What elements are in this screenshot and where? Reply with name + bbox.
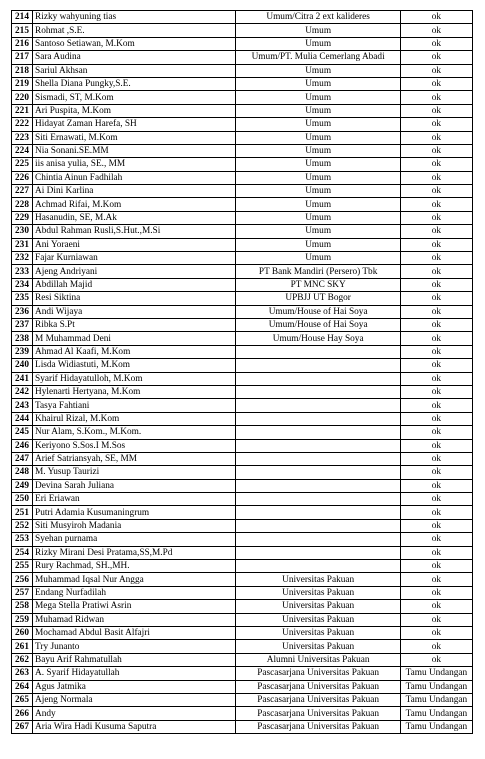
participant-name: Rohmat ,S.E.	[33, 24, 236, 37]
participant-name: Ajeng Andriyani	[33, 265, 236, 278]
row-number: 235	[12, 292, 33, 305]
status: ok	[400, 37, 472, 50]
institution: Umum	[236, 24, 400, 37]
status: ok	[400, 573, 472, 586]
participant-name: Khairul Rizal, M.Kom	[33, 412, 236, 425]
row-number: 219	[12, 77, 33, 90]
row-number: 247	[12, 452, 33, 465]
status: ok	[400, 158, 472, 171]
table-row	[12, 144, 473, 157]
status: ok	[400, 225, 472, 238]
row-number: 218	[12, 64, 33, 77]
institution	[236, 506, 400, 519]
row-number: 262	[12, 653, 33, 666]
status: ok	[400, 372, 472, 385]
institution: Umum	[236, 77, 400, 90]
attendance-list-document	[11, 10, 473, 734]
table-row	[12, 11, 473, 24]
institution: Umum	[236, 238, 400, 251]
table-row	[12, 51, 473, 64]
participant-name: Ari Puspita, M.Kom	[33, 104, 236, 117]
status: ok	[400, 265, 472, 278]
participant-name: Siti Ernawati, M.Kom	[33, 131, 236, 144]
row-number: 255	[12, 560, 33, 573]
participant-name: Aria Wira Hadi Kusuma Saputra	[33, 720, 236, 733]
participant-name: Fajar Kurniawan	[33, 252, 236, 265]
participant-name: Syehan purnama	[33, 533, 236, 546]
participant-name: Lisda Widiastuti, M.Kom	[33, 359, 236, 372]
table-row	[12, 77, 473, 90]
table-row	[12, 198, 473, 211]
status: ok	[400, 252, 472, 265]
table-row	[12, 278, 473, 291]
institution: Umum	[236, 131, 400, 144]
row-number: 223	[12, 131, 33, 144]
table-row	[12, 493, 473, 506]
row-number: 266	[12, 707, 33, 720]
table-row	[12, 372, 473, 385]
table-row	[12, 185, 473, 198]
institution: Umum	[236, 158, 400, 171]
row-number: 225	[12, 158, 33, 171]
status: ok	[400, 198, 472, 211]
participant-name: Ahmad Al Kaafi, M.Kom	[33, 345, 236, 358]
row-number: 251	[12, 506, 33, 519]
participant-name: Ani Yoraeni	[33, 238, 236, 251]
institution: Umum	[236, 225, 400, 238]
row-number: 238	[12, 332, 33, 345]
status: ok	[400, 292, 472, 305]
participant-name: Andy	[33, 707, 236, 720]
row-number: 221	[12, 104, 33, 117]
participant-name: Shella Diana Pungky,S.E.	[33, 77, 236, 90]
row-number: 246	[12, 439, 33, 452]
row-number: 263	[12, 667, 33, 680]
institution: PT Bank Mandiri (Persero) Tbk	[236, 265, 400, 278]
table-row	[12, 332, 473, 345]
institution	[236, 466, 400, 479]
institution: Universitas Pakuan	[236, 640, 400, 653]
table-row	[12, 466, 473, 479]
table-row	[12, 546, 473, 559]
institution: Pascasarjana Universitas Pakuan	[236, 720, 400, 733]
status: ok	[400, 238, 472, 251]
participant-name: Keriyono S.Sos.I M.Sos	[33, 439, 236, 452]
row-number: 214	[12, 11, 33, 24]
row-number: 258	[12, 600, 33, 613]
status: Tamu Undangan	[400, 707, 472, 720]
row-number: 265	[12, 693, 33, 706]
table-row	[12, 345, 473, 358]
status: ok	[400, 426, 472, 439]
table-row	[12, 560, 473, 573]
institution	[236, 546, 400, 559]
table-row	[12, 426, 473, 439]
institution: Universitas Pakuan	[236, 626, 400, 639]
participant-name: Hidayat Zaman Harefa, SH	[33, 118, 236, 131]
participant-name: Tasya Fahtiani	[33, 399, 236, 412]
participant-name: Devina Sarah Juliana	[33, 479, 236, 492]
status: ok	[400, 278, 472, 291]
status: ok	[400, 144, 472, 157]
participant-name: Achmad Rifai, M.Kom	[33, 198, 236, 211]
table-row	[12, 252, 473, 265]
status: ok	[400, 466, 472, 479]
table-row	[12, 158, 473, 171]
institution: Universitas Pakuan	[236, 573, 400, 586]
table-row	[12, 385, 473, 398]
participant-name: Try Junanto	[33, 640, 236, 653]
status: ok	[400, 613, 472, 626]
row-number: 257	[12, 586, 33, 599]
table-row	[12, 104, 473, 117]
table-row	[12, 479, 473, 492]
institution: Universitas Pakuan	[236, 600, 400, 613]
table-row	[12, 613, 473, 626]
status: ok	[400, 131, 472, 144]
status: ok	[400, 318, 472, 331]
status: ok	[400, 118, 472, 131]
attendance-table	[11, 10, 473, 734]
status: ok	[400, 439, 472, 452]
status: Tamu Undangan	[400, 680, 472, 693]
status: ok	[400, 399, 472, 412]
row-number: 228	[12, 198, 33, 211]
status: ok	[400, 519, 472, 532]
status: ok	[400, 359, 472, 372]
status: ok	[400, 586, 472, 599]
status: ok	[400, 91, 472, 104]
status: ok	[400, 452, 472, 465]
row-number: 220	[12, 91, 33, 104]
status: ok	[400, 185, 472, 198]
table-row	[12, 64, 473, 77]
row-number: 231	[12, 238, 33, 251]
participant-name: Muhamad Ridwan	[33, 613, 236, 626]
institution: Umum/House of Hai Soya	[236, 318, 400, 331]
status: ok	[400, 600, 472, 613]
institution: Pascasarjana Universitas Pakuan	[236, 707, 400, 720]
table-row	[12, 640, 473, 653]
table-row	[12, 412, 473, 425]
row-number: 267	[12, 720, 33, 733]
status: ok	[400, 211, 472, 224]
participant-name: Abdul Rahman Rusli,S.Hut.,M.Si	[33, 225, 236, 238]
table-row	[12, 171, 473, 184]
row-number: 254	[12, 546, 33, 559]
status: ok	[400, 77, 472, 90]
participant-name: Hylenarti Hertyana, M.Kom	[33, 385, 236, 398]
participant-name: Bayu Arif Rahmatullah	[33, 653, 236, 666]
institution: Umum	[236, 118, 400, 131]
status: ok	[400, 493, 472, 506]
row-number: 245	[12, 426, 33, 439]
institution: Umum	[236, 64, 400, 77]
status: ok	[400, 24, 472, 37]
row-number: 233	[12, 265, 33, 278]
status: ok	[400, 560, 472, 573]
institution: Umum	[236, 185, 400, 198]
participant-name: Agus Jatmika	[33, 680, 236, 693]
table-row	[12, 600, 473, 613]
institution: Umum	[236, 144, 400, 157]
participant-name: Ribka S.Pt	[33, 318, 236, 331]
status: ok	[400, 626, 472, 639]
table-row	[12, 653, 473, 666]
institution: UPBJJ UT Bogor	[236, 292, 400, 305]
row-number: 250	[12, 493, 33, 506]
institution: Alumni Universitas Pakuan	[236, 653, 400, 666]
table-row	[12, 238, 473, 251]
row-number: 217	[12, 51, 33, 64]
status: ok	[400, 385, 472, 398]
institution: Umum	[236, 171, 400, 184]
institution	[236, 479, 400, 492]
participant-name: Hasanudin, SE, M.Ak	[33, 211, 236, 224]
table-row	[12, 573, 473, 586]
table-row	[12, 24, 473, 37]
participant-name: M. Yusup Taurizi	[33, 466, 236, 479]
institution	[236, 359, 400, 372]
row-number: 241	[12, 372, 33, 385]
institution	[236, 533, 400, 546]
institution: Umum/House of Hai Soya	[236, 305, 400, 318]
status: Tamu Undangan	[400, 720, 472, 733]
institution: Umum	[236, 104, 400, 117]
institution: Umum/PT. Mulia Cemerlang Abadi	[236, 51, 400, 64]
participant-name: Muhammad Iqsal Nur Angga	[33, 573, 236, 586]
status: ok	[400, 533, 472, 546]
row-number: 253	[12, 533, 33, 546]
row-number: 244	[12, 412, 33, 425]
institution: Umum	[236, 198, 400, 211]
table-row	[12, 305, 473, 318]
participant-name: A. Syarif Hidayatullah	[33, 667, 236, 680]
participant-name: iis anisa yulia, SE., MM	[33, 158, 236, 171]
participant-name: Resi Siktina	[33, 292, 236, 305]
table-row	[12, 720, 473, 733]
participant-name: Abdillah Majid	[33, 278, 236, 291]
status: ok	[400, 171, 472, 184]
status: ok	[400, 64, 472, 77]
institution	[236, 385, 400, 398]
participant-name: Sariul Akhsan	[33, 64, 236, 77]
institution	[236, 399, 400, 412]
row-number: 216	[12, 37, 33, 50]
table-row	[12, 586, 473, 599]
institution: Umum	[236, 91, 400, 104]
participant-name: Mega Stella Pratiwi Asrin	[33, 600, 236, 613]
status: Tamu Undangan	[400, 667, 472, 680]
table-row	[12, 118, 473, 131]
participant-name: Putri Adamia Kusumaningrum	[33, 506, 236, 519]
table-row	[12, 506, 473, 519]
row-number: 252	[12, 519, 33, 532]
status: ok	[400, 506, 472, 519]
row-number: 248	[12, 466, 33, 479]
institution	[236, 439, 400, 452]
institution: Pascasarjana Universitas Pakuan	[236, 667, 400, 680]
row-number: 224	[12, 144, 33, 157]
status: Tamu Undangan	[400, 693, 472, 706]
table-row	[12, 707, 473, 720]
participant-name: Eri Eriawan	[33, 493, 236, 506]
row-number: 215	[12, 24, 33, 37]
row-number: 264	[12, 680, 33, 693]
row-number: 230	[12, 225, 33, 238]
status: ok	[400, 11, 472, 24]
table-row	[12, 693, 473, 706]
table-row	[12, 292, 473, 305]
row-number: 222	[12, 118, 33, 131]
row-number: 261	[12, 640, 33, 653]
participant-name: Ajeng Normala	[33, 693, 236, 706]
table-row	[12, 399, 473, 412]
participant-name: Arief Satriansyah, SE, MM	[33, 452, 236, 465]
status: ok	[400, 640, 472, 653]
participant-name: Rizky wahyuning tias	[33, 11, 236, 24]
participant-name: Rury Rachmad, SH.,MH.	[33, 560, 236, 573]
institution	[236, 519, 400, 532]
institution: Umum	[236, 211, 400, 224]
row-number: 227	[12, 185, 33, 198]
attendance-table-body	[12, 11, 473, 734]
table-row	[12, 533, 473, 546]
table-row	[12, 318, 473, 331]
participant-name: Sismadi, ST, M.Kom	[33, 91, 236, 104]
participant-name: Syarif Hidayatulloh, M.Kom	[33, 372, 236, 385]
row-number: 240	[12, 359, 33, 372]
institution	[236, 345, 400, 358]
participant-name: Siti Musyiroh Madania	[33, 519, 236, 532]
institution: Umum	[236, 37, 400, 50]
status: ok	[400, 332, 472, 345]
institution: Universitas Pakuan	[236, 586, 400, 599]
participant-name: Andi Wijaya	[33, 305, 236, 318]
row-number: 243	[12, 399, 33, 412]
row-number: 260	[12, 626, 33, 639]
institution: Pascasarjana Universitas Pakuan	[236, 693, 400, 706]
table-row	[12, 265, 473, 278]
status: ok	[400, 479, 472, 492]
institution	[236, 372, 400, 385]
participant-name: Sara Audina	[33, 51, 236, 64]
table-row	[12, 439, 473, 452]
institution	[236, 493, 400, 506]
table-row	[12, 452, 473, 465]
status: ok	[400, 345, 472, 358]
participant-name: M Muhammad Deni	[33, 332, 236, 345]
row-number: 259	[12, 613, 33, 626]
table-row	[12, 37, 473, 50]
institution	[236, 426, 400, 439]
participant-name: Nur Alam, S.Kom., M.Kom.	[33, 426, 236, 439]
participant-name: Mochamad Abdul Basit Alfajri	[33, 626, 236, 639]
participant-name: Nia Sonani.SE.MM	[33, 144, 236, 157]
status: ok	[400, 104, 472, 117]
row-number: 234	[12, 278, 33, 291]
row-number: 256	[12, 573, 33, 586]
table-row	[12, 211, 473, 224]
institution	[236, 452, 400, 465]
institution: PT MNC SKY	[236, 278, 400, 291]
table-row	[12, 680, 473, 693]
row-number: 229	[12, 211, 33, 224]
status: ok	[400, 51, 472, 64]
institution	[236, 412, 400, 425]
table-row	[12, 519, 473, 532]
table-row	[12, 626, 473, 639]
table-row	[12, 225, 473, 238]
participant-name: Ai Dini Karlina	[33, 185, 236, 198]
row-number: 237	[12, 318, 33, 331]
institution: Pascasarjana Universitas Pakuan	[236, 680, 400, 693]
row-number: 242	[12, 385, 33, 398]
row-number: 226	[12, 171, 33, 184]
row-number: 236	[12, 305, 33, 318]
institution: Umum/Citra 2 ext kalideres	[236, 11, 400, 24]
table-row	[12, 667, 473, 680]
status: ok	[400, 653, 472, 666]
status: ok	[400, 305, 472, 318]
row-number: 239	[12, 345, 33, 358]
table-row	[12, 131, 473, 144]
institution: Umum/House Hay Soya	[236, 332, 400, 345]
table-row	[12, 359, 473, 372]
participant-name: Endang Nurfadilah	[33, 586, 236, 599]
participant-name: Chintia Ainun Fadhilah	[33, 171, 236, 184]
institution	[236, 560, 400, 573]
institution: Umum	[236, 252, 400, 265]
participant-name: Rizky Mirani Desi Pratama,SS,M.Pd	[33, 546, 236, 559]
status: ok	[400, 412, 472, 425]
participant-name: Santoso Setiawan, M.Kom	[33, 37, 236, 50]
row-number: 232	[12, 252, 33, 265]
institution: Universitas Pakuan	[236, 613, 400, 626]
table-row	[12, 91, 473, 104]
row-number: 249	[12, 479, 33, 492]
status: ok	[400, 546, 472, 559]
